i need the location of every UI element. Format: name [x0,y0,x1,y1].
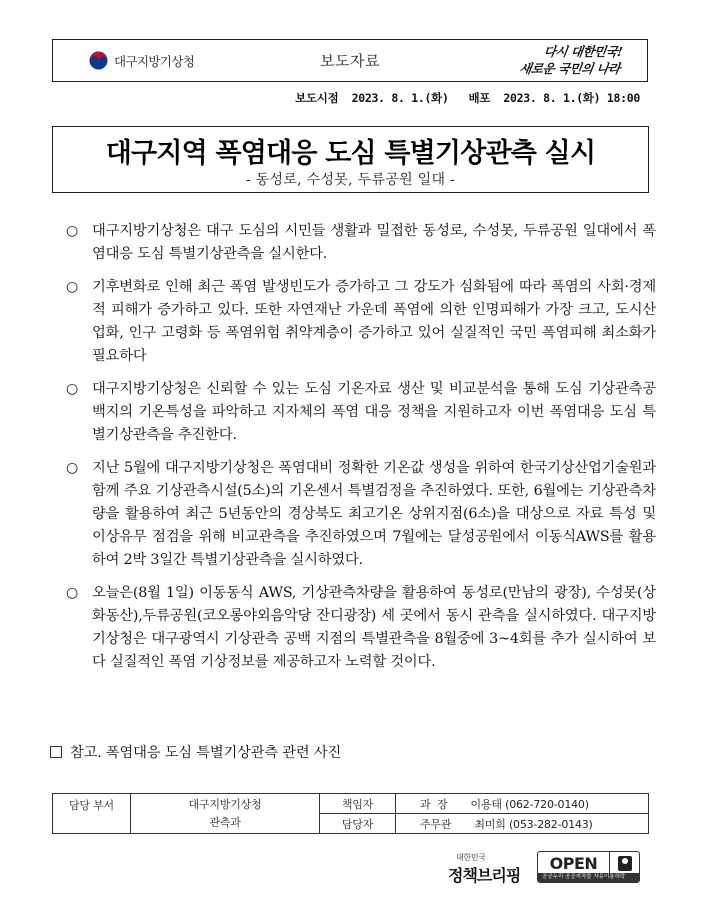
slogan-line-2: 새로운 국민의 나라 [518,61,621,76]
table-row [53,794,649,814]
bullet-paragraph [66,220,656,266]
person-attribution-icon [618,856,632,871]
bullet-paragraph [66,582,656,674]
contact-name: 최미희 [474,817,506,831]
bullet-paragraph [66,457,656,572]
release-info [0,90,640,106]
reference-text: 참고. 폭염대응 도심 특별기상관측 관련 사진 [70,745,342,761]
dept-name [131,794,320,834]
bullet-text: 지난 5월에 대구지방기상청은 폭염대비 정확한 기온값 생성을 위하여 한국기상산업기술원과 함께 주요 기상관측시설(5소)의 기온센서 특별검정을 추진하였다. 또한, 6월에는 기상관측차량을 활용하여 최근 5년동안의 경상북도 최고기온 상위지점(6소)을 대상으로 자료 특성 및 이상유무 점검을 위해 비교관측을 추진하였으며 7월에는 달성공원에서 이동식AWS를 활용하여 2박 3일간 특별기상관측을 실시하였다. [92,460,656,568]
briefing-small-text: 대한민국 [456,853,486,862]
contact-name: 이용태 [470,797,502,811]
circle-bullet-icon: ○ [66,279,79,295]
dept-name-line-2: 관측과 [209,815,241,829]
open-label: OPEN [549,853,598,873]
square-bullet-icon [50,746,62,758]
agency-name: 대구지방기상청 [114,53,195,69]
bullet-text: 대구지방기상청은 신뢰할 수 있는 도심 기온자료 생산 및 비교분석을 통해 도심 기상관측공백지의 기온특성을 파악하고 지자체의 폭염 대응 정책을 지원하고자 이번 폭염대응 도심 특별기상관측을 추진한다. [92,381,656,443]
distribute-label: 배포 [468,91,491,105]
bullet-text: 기후변화로 인해 최근 폭염 발생빈도가 증가하고 그 강도가 심화됨에 따라 폭염의 사회·경제적 피해가 증가하고 있다. 또한 자연재난 가운데 폭염에 의한 인명피해가 가장 크고, 도시산업화, 인구 고령화 등 폭염위험 취약계층이 증가하고 있어 실질적인 국민 폭염피해 최소화가 필요하다 [92,279,656,364]
report-time-label: 보도시점 [295,91,339,105]
briefing-big-text: 정책브리핑 [448,866,521,885]
page-subtitle: - 동성로, 수성못, 두류공원 일대 - [245,172,456,188]
document-type: 보도자료 [320,52,380,70]
body-bullets [66,220,656,674]
attribution-type [609,852,640,874]
circle-bullet-icon: ○ [66,585,79,601]
slogan-line-1: 다시 대한민국! [542,44,624,59]
government-slogan [469,43,624,77]
page-title: 대구지역 폭염대응 도심 특별기상관측 실시 [105,138,596,169]
report-time-value: 2023. 8. 1.(화) [351,91,449,105]
contact-table [52,793,649,834]
contact-title: 과 장 [420,797,448,811]
bullet-paragraph [66,378,656,447]
distribute-value: 2023. 8. 1.(화) 18:00 [503,91,640,105]
press-release-header [52,39,648,82]
bullet-paragraph [66,276,656,368]
contact-phone: (053-282-0143) [508,817,593,831]
policy-briefing-logo [448,852,528,892]
kogl-open-badge [537,851,640,883]
title-box [52,126,649,193]
bullet-text: 오늘은(8월 1일) 이동동식 AWS, 기상관측차량을 활용하여 동성로(만남의 광장), 수성못(상화동산),두류공원(코오롱야외음악당 잔디광장) 세 곳에서 동시 관측을 실시하였다. 대구지방기상청은 대구광역시 기상관측 공백 지점의 특별관측을 8월중에 3~4회를 추가 실시하여 보다 실질적인 폭염 기상정보를 제공하고자 노력할 것이다. [92,585,656,670]
contact-phone: (062-720-0140) [505,797,589,811]
bullet-text: 대구지방기상청은 대구 도심의 시민들 생활과 밀접한 동성로, 수성못, 두류공원 일대에서 폭염대응 도심 특별기상관측을 실시한다. [92,223,656,262]
open-caption: 공공누리 공공저작물 자유이용허락 [538,873,639,882]
contact-title: 주무관 [420,817,452,831]
circle-bullet-icon: ○ [66,460,79,476]
contact-role: 담당자 [320,814,396,834]
reference-note [50,742,341,762]
contact-person [396,814,649,834]
circle-bullet-icon: ○ [66,381,79,397]
circle-bullet-icon: ○ [66,223,79,239]
contact-person [396,794,649,814]
dept-label: 담당 부서 [53,794,131,834]
open-logo [538,852,609,874]
contact-role: 책임자 [320,794,396,814]
dept-name-line-1: 대구지방기상청 [188,797,262,811]
